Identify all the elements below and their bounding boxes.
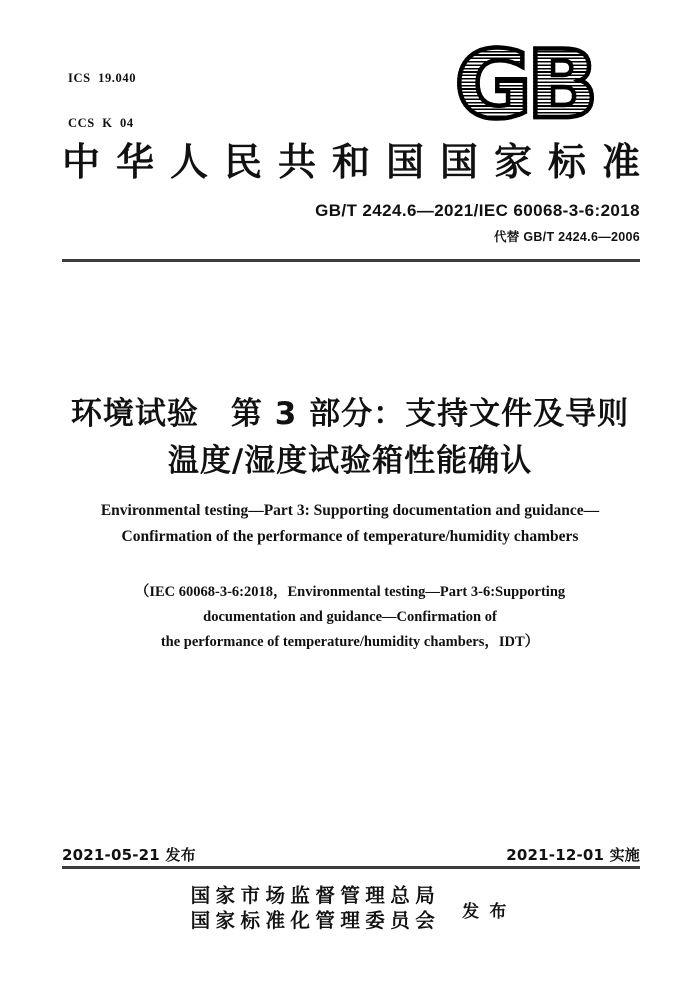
publisher-names xyxy=(191,884,441,934)
superseded-standard: 代替 GB/T 2424.6—2006 xyxy=(493,230,640,244)
publisher-line2: 国家标准化管理委员会 xyxy=(190,911,441,932)
standard-number-block xyxy=(62,201,640,245)
gb-logo xyxy=(449,31,599,140)
publisher-line1: 国家市场监督管理总局 xyxy=(190,886,441,907)
iec-reference-line1: （IEC 60068-3-6:2018，Environmental testing—Part 3-6:Supporting xyxy=(134,584,566,600)
iec-reference-line2: documentation and guidance—Confirmation of xyxy=(203,609,497,625)
implementation-date: 2021-12-01 实施 xyxy=(506,846,640,864)
footer-rule xyxy=(62,866,640,869)
title-en-line1: Environmental testing—Part 3: Supporting documentation and guidance— xyxy=(100,502,600,519)
title-en xyxy=(0,498,700,550)
gb-logo-text: GB xyxy=(454,31,594,140)
date-row xyxy=(62,844,640,865)
title-cn-line1: 环境试验 第 3 部分：支持文件及导则 xyxy=(70,396,630,432)
publisher-block xyxy=(0,884,700,934)
publish-label: 发 布 xyxy=(462,901,510,921)
header-rule xyxy=(62,259,640,262)
national-standard-heading: 中华人民共和国国家标准 xyxy=(62,142,640,184)
issue-date: 2021-05-21 发布 xyxy=(62,846,196,864)
ics-code: ICS 19.040 xyxy=(68,71,137,85)
iec-reference-line3: the performance of temperature/humidity chambers，IDT） xyxy=(160,634,540,650)
standard-number: GB/T 2424.6—2021/IEC 60068-3-6:2018 xyxy=(315,201,640,220)
title-cn-line2: 温度/湿度试验箱性能确认 xyxy=(167,443,533,479)
iec-adoption-reference xyxy=(0,580,700,655)
title-en-line2: Confirmation of the performance of temperature/humidity chambers xyxy=(121,528,579,545)
ccs-code: CCS K 04 xyxy=(68,116,134,130)
